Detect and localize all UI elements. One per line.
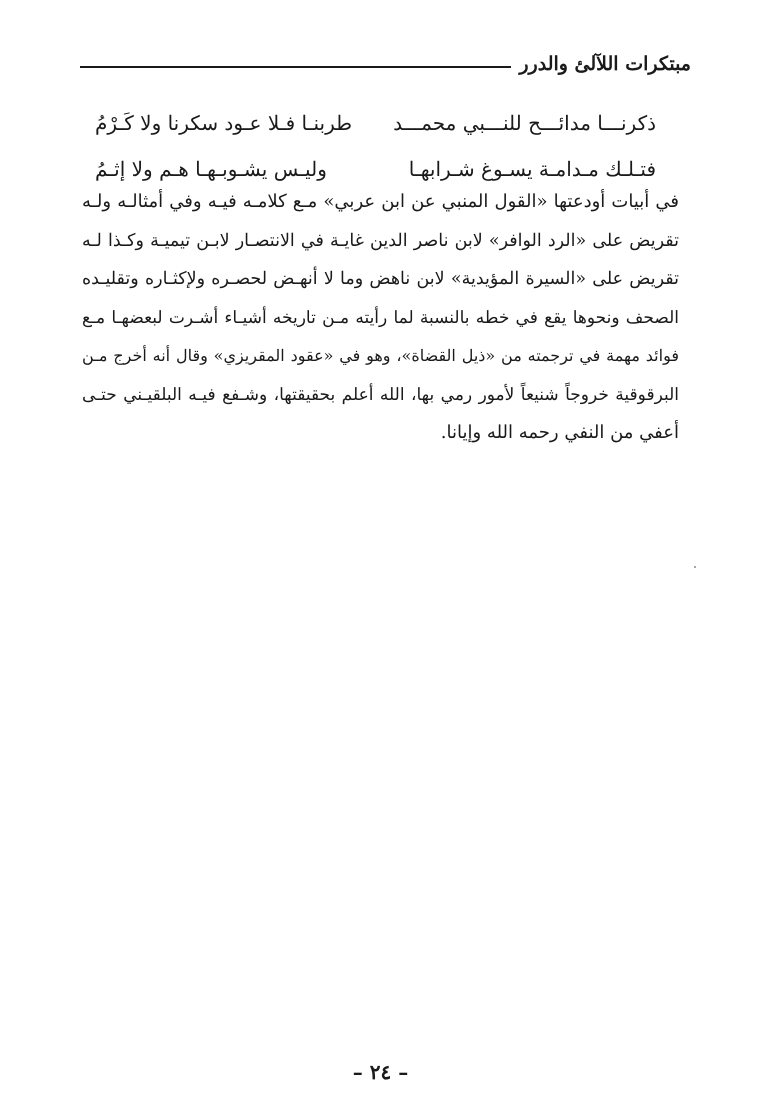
paragraph-line: تقريض على «السيرة المؤيدية» لابن ناهض وما لا أنهـض لحصـره ولإكثـاره وتقليـده: [82, 269, 679, 289]
header-title: مبتكرات اللآلئ والدرر: [519, 53, 691, 75]
paragraph-line: فوائد مهمة في ترجمته من «ذيل القضاة»، وهو في «عقود المقريزي» وقال أنه أخرج مـن: [82, 346, 679, 365]
verse-first-hemistich: فتـلـك مـدامـة يسـوغ شـرابهـا: [408, 157, 656, 181]
verse-second-hemistich: طربنـا فـلا عـود سكرنا ولا كَـرْمُ: [95, 111, 353, 135]
header-rule: [80, 66, 511, 68]
verse-first-hemistich: ذكرنـــا مدائـــح للنـــبي محمـــد: [393, 111, 656, 135]
poem-verses: [95, 100, 656, 192]
paragraph-line: البرقوقية خروجاً شنيعاً لأمور رمي بها، الله أعلم بحقيقتها، وشـفع فيـه البلقيـني حتـى: [82, 384, 679, 405]
body-paragraph: [82, 183, 679, 453]
scan-speck: [694, 566, 696, 568]
paragraph-line: في أبيات أودعتها «القول المنبي عن ابن عربي» مـع كلامـه فيـه وفي أمثالـه ولـه: [82, 191, 679, 212]
running-header: [80, 40, 691, 76]
verse-second-hemistich: وليـس يشـوبـهـا هـم ولا إثـمُ: [95, 157, 327, 181]
verse-line: [95, 100, 656, 146]
paragraph-line: أعفي من النفي رحمه الله وإيانا.: [440, 422, 679, 443]
paragraph-line: الصحف ونحوها يقع في خطه بالنسبة لما رأيته مـن تاريخه أشيـاء أشـرت لبعضهـا مـع: [82, 307, 679, 328]
page-number: – ٢٤ –: [352, 1060, 409, 1084]
paragraph-line: تقريض على «الرد الوافر» لابن ناصر الدين غايـة في الانتصـار لابـن تيميـة وكـذا لـه: [82, 230, 679, 251]
